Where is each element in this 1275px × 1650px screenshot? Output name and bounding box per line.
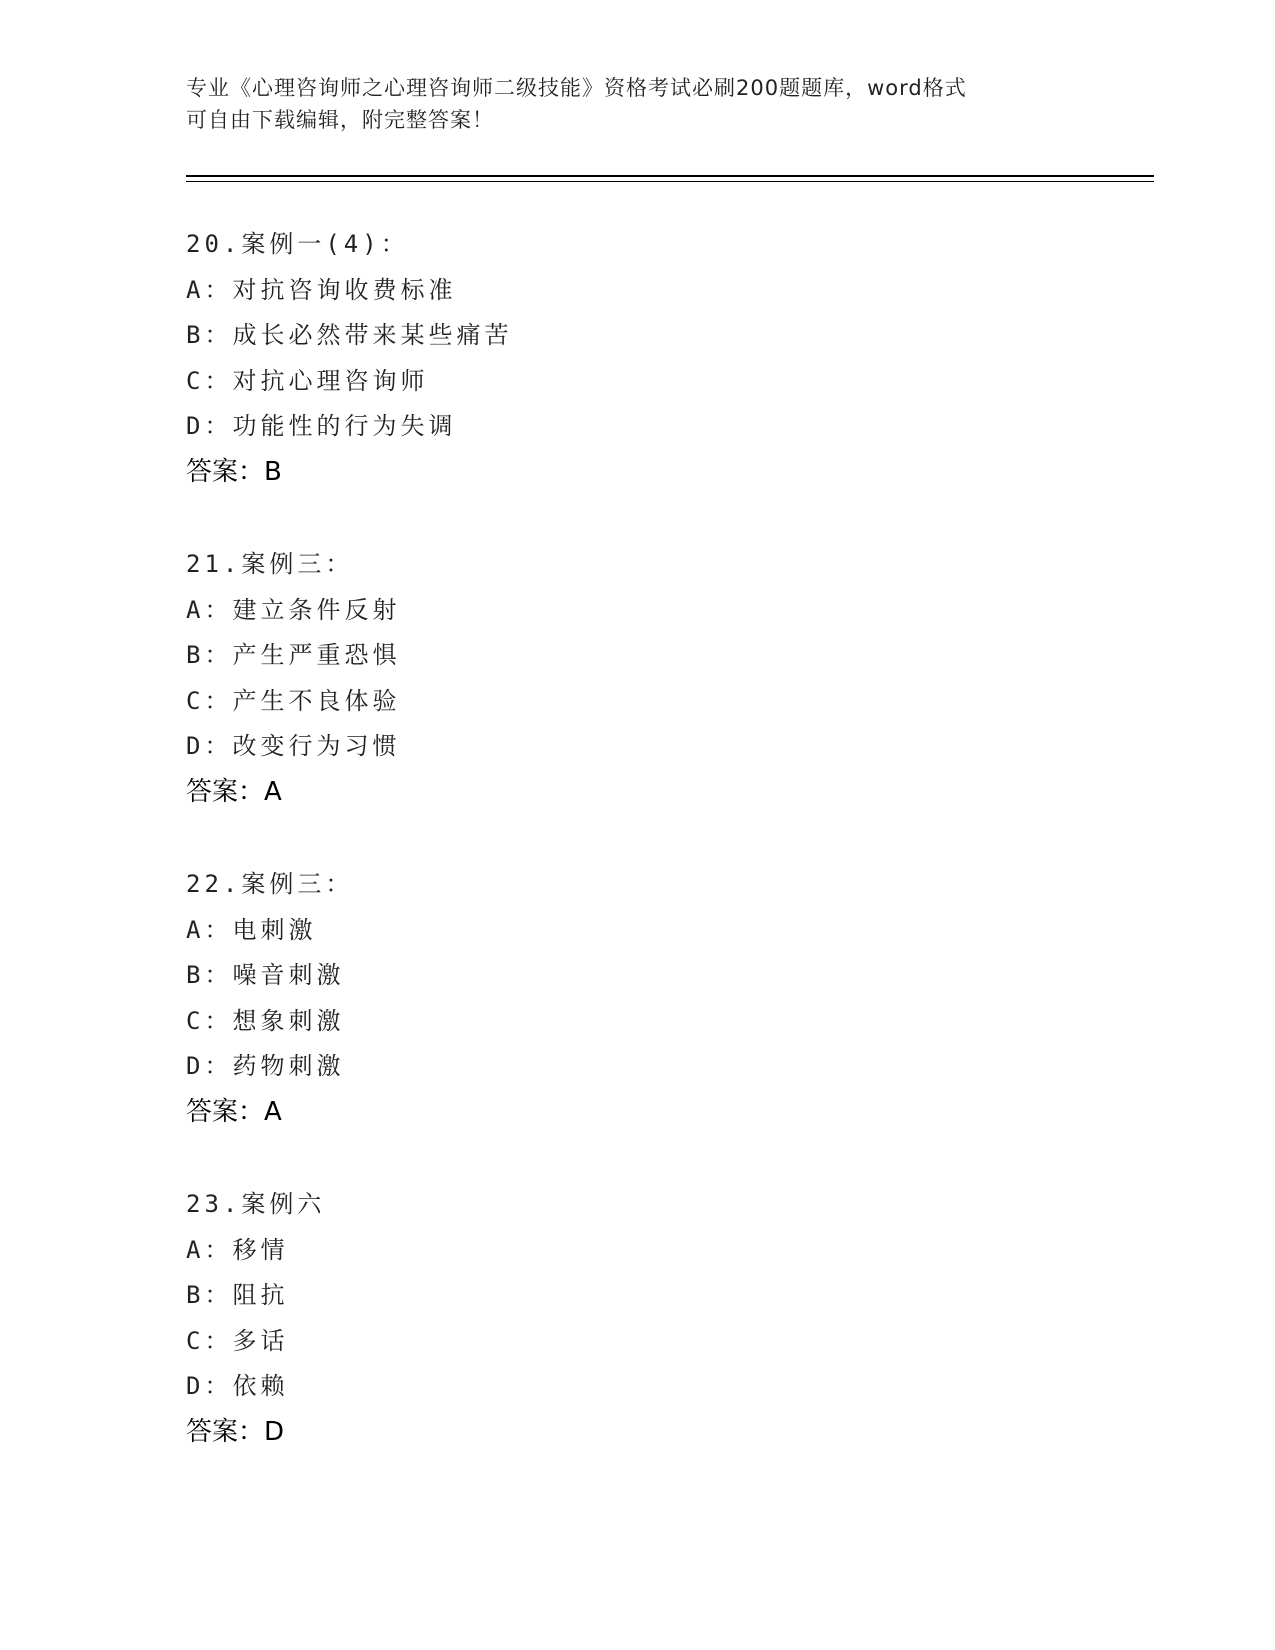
header-divider-top bbox=[186, 175, 1154, 177]
answer-line: 答案：A bbox=[186, 1096, 282, 1127]
answer-line: 答案：D bbox=[186, 1416, 285, 1447]
question-block-23 bbox=[186, 1182, 1086, 1455]
option-b: B：成长必然带来某些痛苦 bbox=[186, 321, 513, 349]
option-d: D：依赖 bbox=[186, 1372, 289, 1400]
question-block-21 bbox=[186, 542, 1086, 815]
header-line-1: 专业《心理咨询师之心理咨询师二级技能》资格考试必刷200题题库，word格式 bbox=[186, 76, 967, 100]
option-b: B：产生严重恐惧 bbox=[186, 641, 401, 669]
answer-line: 答案：B bbox=[186, 456, 282, 487]
option-a: A：电刺激 bbox=[186, 915, 317, 944]
header-line-2: 可自由下载编辑，附完整答案！ bbox=[186, 108, 494, 132]
header-divider-bottom bbox=[186, 181, 1154, 182]
option-c: C：多话 bbox=[186, 1326, 289, 1355]
option-b: B：阻抗 bbox=[186, 1281, 289, 1309]
option-d: D：药物刺激 bbox=[186, 1052, 345, 1080]
question-title: 22.案例三： bbox=[186, 870, 354, 898]
option-d: D：功能性的行为失调 bbox=[186, 412, 457, 440]
option-d: D：改变行为习惯 bbox=[186, 732, 401, 760]
question-title: 20.案例一(4)： bbox=[186, 230, 409, 258]
question-block-22 bbox=[186, 862, 1086, 1135]
document-header bbox=[186, 72, 1086, 136]
option-a: A：对抗咨询收费标准 bbox=[186, 275, 457, 304]
option-c: C：想象刺激 bbox=[186, 1006, 345, 1035]
option-b: B：噪音刺激 bbox=[186, 961, 345, 989]
answer-line: 答案：A bbox=[186, 776, 282, 807]
question-block-20 bbox=[186, 222, 1086, 495]
option-a: A：移情 bbox=[186, 1235, 289, 1264]
option-c: C：产生不良体验 bbox=[186, 686, 401, 715]
question-title: 23.案例六 bbox=[186, 1190, 326, 1218]
option-a: A：建立条件反射 bbox=[186, 595, 401, 624]
question-title: 21.案例三： bbox=[186, 550, 354, 578]
option-c: C：对抗心理咨询师 bbox=[186, 366, 429, 395]
